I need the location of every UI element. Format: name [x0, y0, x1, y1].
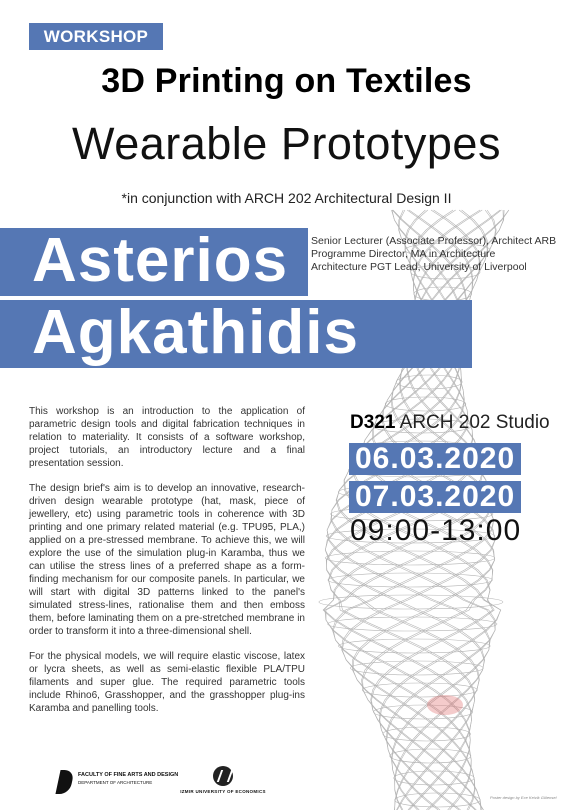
description-paragraph: The design brief's aim is to develop an innovative, research-driven design wearable prototype (hat, mask, piece of jewellery, etc) using parametric tools in coherence with 3D printing and one primary related material (e.g. TPU95, PLA,) applied on a pre-stressed membrane. To achieve this, we will explore the use of the simulation plug-in Karamba, thus we can utilise the stress lines of a preferred shape as a form-finding mechanism for our composite panels. In particular, we will start with digital 3D patterns linked to the panel's simulated stress-lines, rationalise them and then emboss them, before laminating them on a pre-stretched membrane in order to transform it into a three-dimensional shell. — [29, 483, 305, 637]
event-time: 09:00-13:00 — [350, 514, 522, 547]
description-paragraph: For the physical models, we will require elastic viscose, latex or lycra sheets, as well as semi-elastic flexible PLA/TPU filaments and super glue. The required parametric tools include Rhino6, Grasshopper, and the grasshopper plug-ins Karamba and panelling tools. — [29, 651, 305, 714]
faculty-name: FACULTY OF FINE ARTS AND DESIGN — [78, 772, 179, 778]
university-logo — [178, 766, 268, 802]
department-name: DEPARTMENT OF ARCHITECTURE — [78, 780, 153, 785]
faculty-logo-mark — [55, 770, 74, 794]
speaker-role: Architecture PGT Lead, University of Liverpool — [311, 261, 527, 273]
speaker-role: Senior Lecturer (Associate Professor), Architect ARB — [311, 235, 557, 247]
speaker-role: Programme Director, MA in Architecture — [311, 248, 496, 260]
workshop-subtitle: Wearable Prototypes — [72, 118, 501, 169]
conjunction-note: *in conjunction with ARCH 202 Architectural Design II — [121, 190, 452, 206]
workshop-title: 3D Printing on Textiles — [101, 62, 472, 100]
event-room — [350, 412, 550, 434]
university-name: IZMIR UNIVERSITY OF ECONOMICS — [180, 789, 266, 794]
description — [29, 405, 305, 727]
description-paragraph: This workshop is an introduction to the application of parametric design tools and digital fabrication techniques in relation to materiality. It consists of a software workshop, project tutorials, an introductory lecture and a final presentation session. — [29, 406, 305, 469]
university-seal-icon — [213, 766, 233, 786]
workshop-tag: WORKSHOP — [29, 23, 163, 50]
room-name: ARCH 202 Studio — [399, 412, 550, 433]
faculty-logo — [58, 768, 179, 798]
speaker-last-name: Agkathidis — [0, 300, 472, 368]
poster-credit: Poster design by Ece Keivik Gülensel — [490, 795, 557, 800]
event-date: 07.03.2020 — [349, 481, 521, 513]
speaker-info — [311, 235, 556, 274]
speaker-first-name: Asterios — [0, 228, 308, 296]
event-date: 06.03.2020 — [349, 443, 521, 475]
room-code: D321 — [350, 412, 396, 433]
